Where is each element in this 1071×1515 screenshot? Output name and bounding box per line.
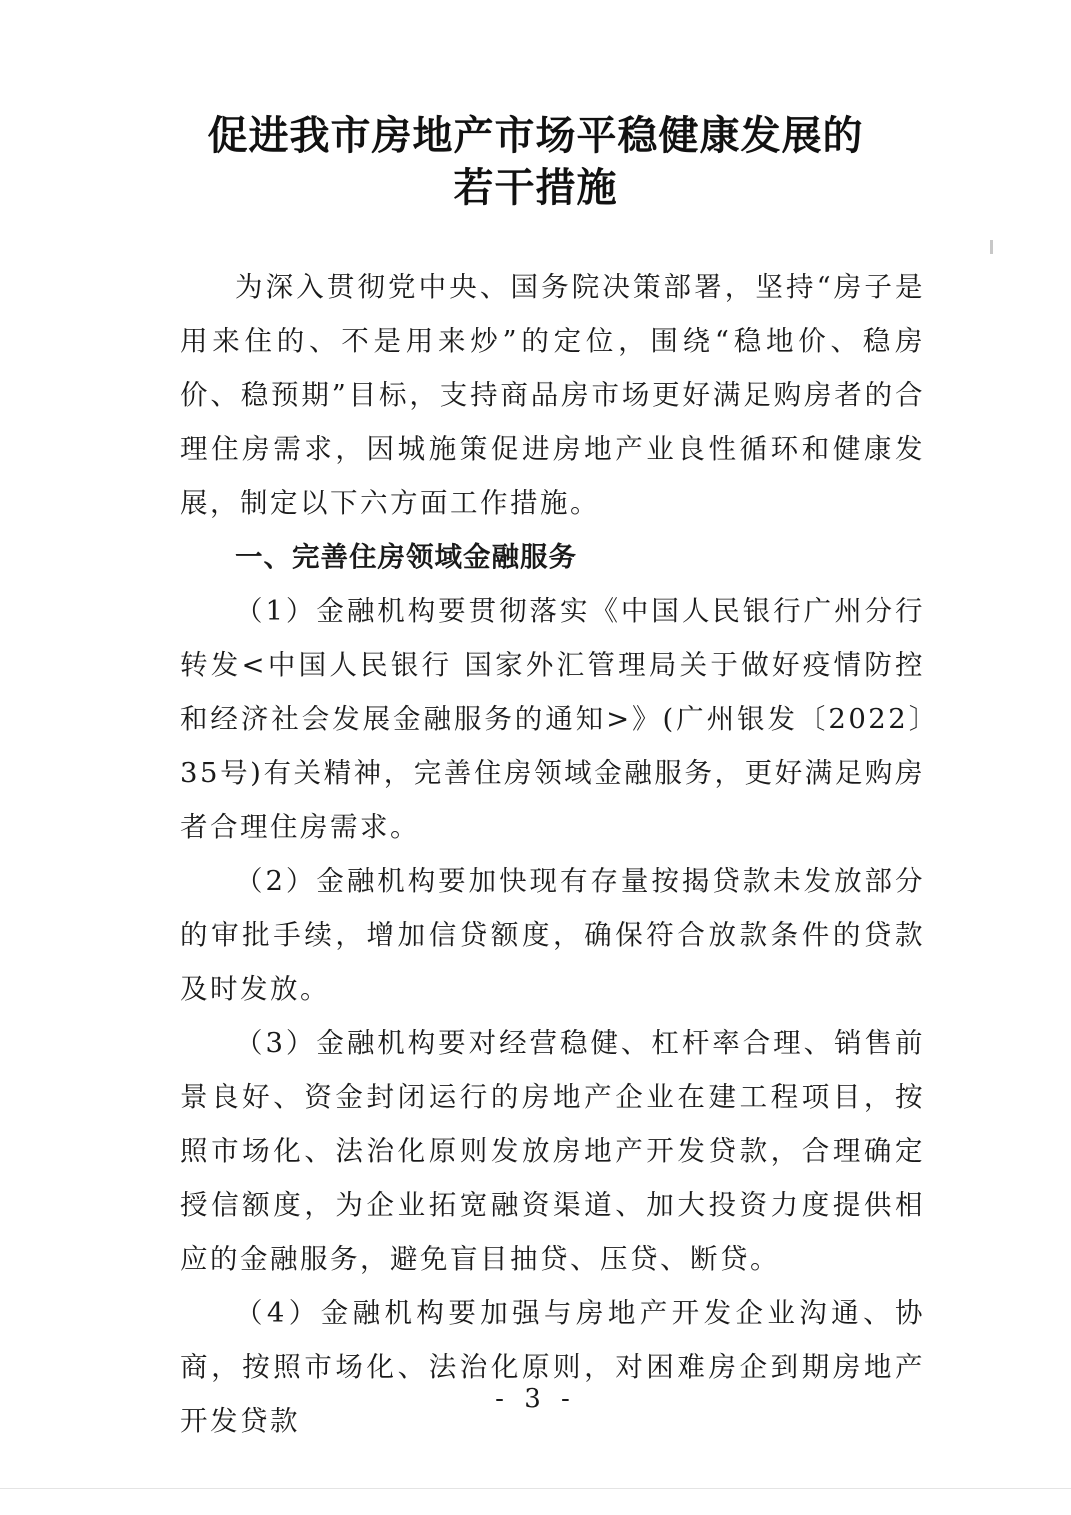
- scan-edge-line: [0, 1488, 1071, 1489]
- document-body: [180, 260, 925, 1448]
- document-title-line-1: 促进我市房地产市场平稳健康发展的: [207, 113, 864, 159]
- paragraph-item-1: （1）金融机构要贯彻落实《中国人民银行广州分行转发<中国人民银行 国家外汇管理局关于做好疫情防控和经济社会发展金融服务的通知>》(广州银发〔2022〕35号)有关精神，完善住房领域金融服务，更好满足购房者合理住房需求。: [180, 595, 925, 843]
- paragraph-item-4: （4）金融机构要加强与房地产开发企业沟通、协商，按照市场化、法治化原则，对困难房企到期房地产开发贷款: [180, 1297, 925, 1437]
- document-title-line-2: 若干措施: [453, 165, 618, 211]
- paragraph-item-2: （2）金融机构要加快现有存量按揭贷款未发放部分的审批手续，增加信贷额度，确保符合放款条件的贷款及时发放。: [180, 865, 925, 1005]
- intro-paragraph: 为深入贯彻党中央、国务院决策部署，坚持“房子是用来住的、不是用来炒”的定位，围绕“稳地价、稳房价、稳预期”目标，支持商品房市场更好满足购房者的合理住房需求，因城施策促进房地产业良性循环和健康发展，制定以下六方面工作措施。: [180, 271, 925, 519]
- page-number: - 3 -: [495, 1384, 576, 1414]
- paragraph-item-3: （3）金融机构要对经营稳健、杠杆率合理、销售前景良好、资金封闭运行的房地产企业在建工程项目，按照市场化、法治化原则发放房地产开发贷款，合理确定授信额度，为企业拓宽融资渠道、加大投资力度提供相应的金融服务，避免盲目抽贷、压贷、断贷。: [180, 1027, 925, 1275]
- scan-mark: [990, 240, 993, 254]
- section-heading-1: 一、完善住房领域金融服务: [235, 541, 577, 573]
